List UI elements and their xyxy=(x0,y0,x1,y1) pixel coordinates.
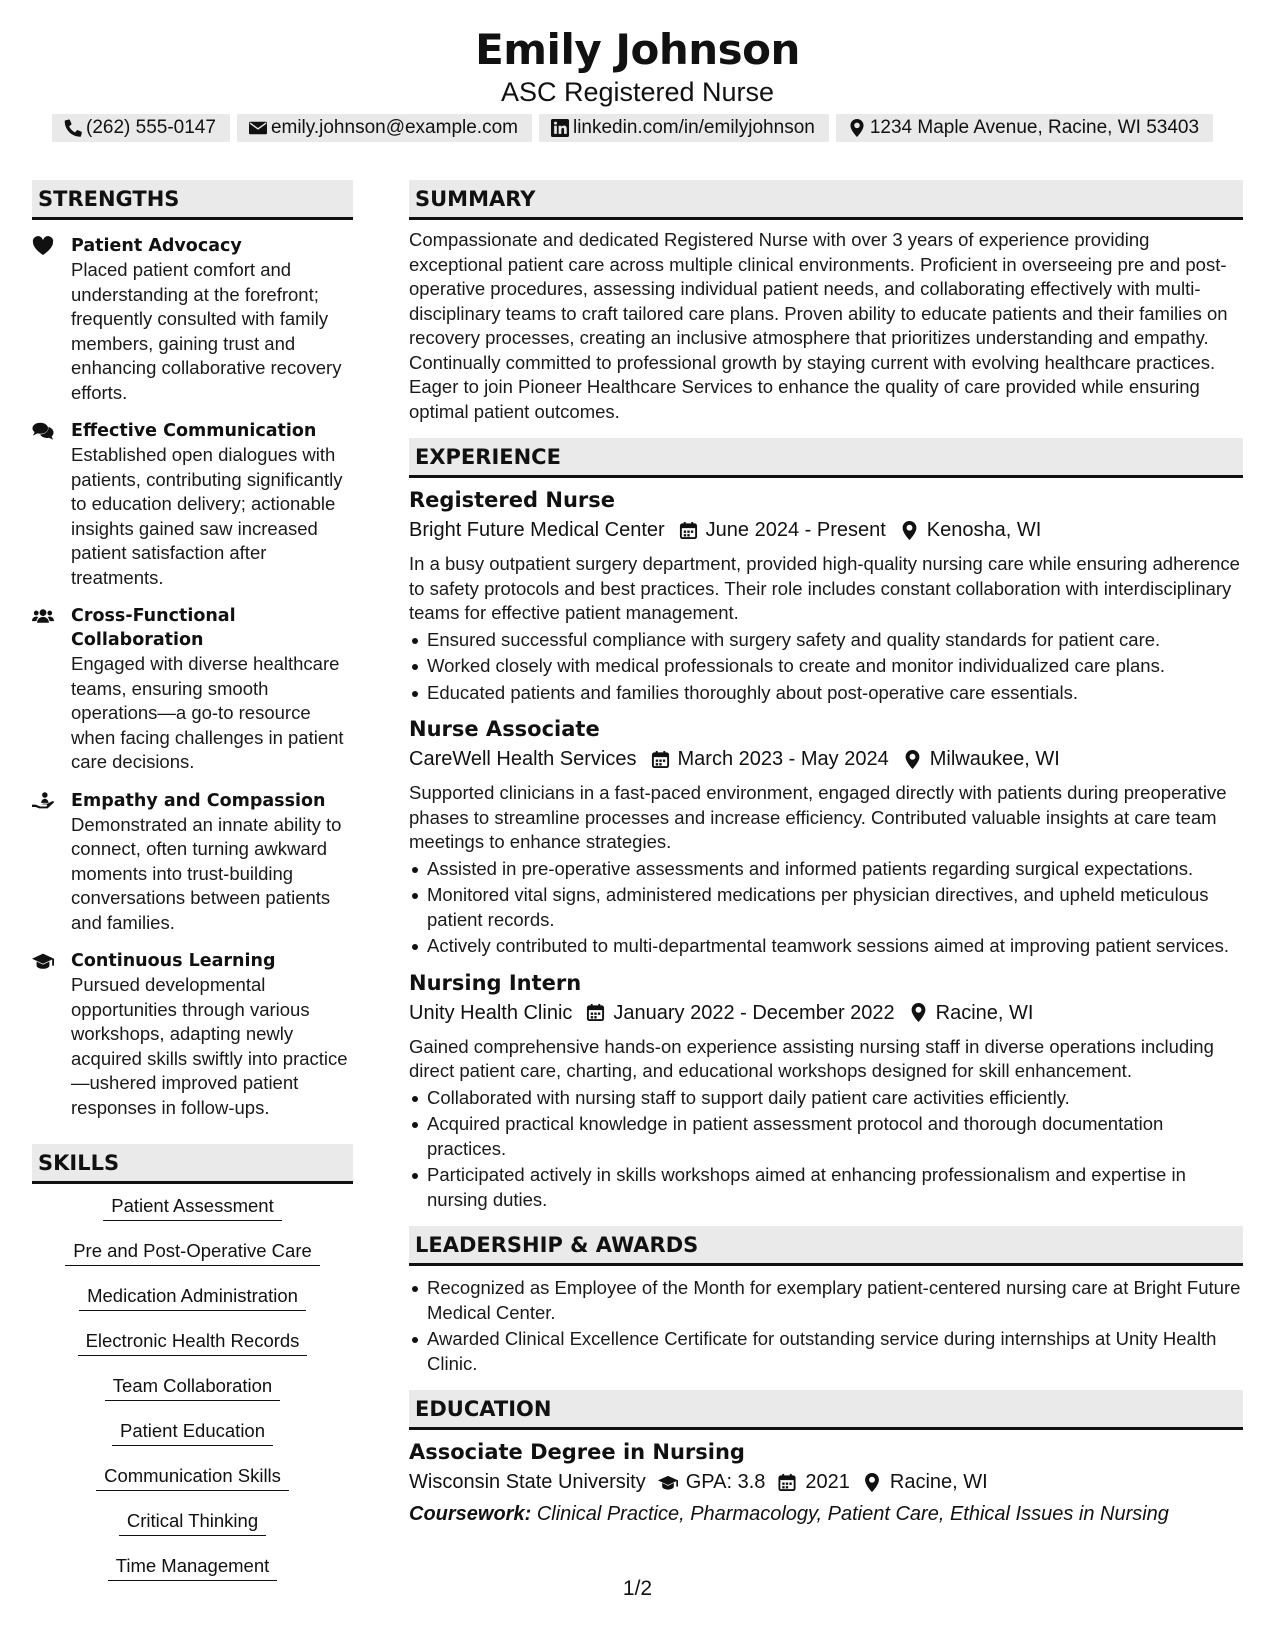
location-pin-icon xyxy=(848,119,866,137)
list-item: Collaborated with nursing staff to support daily patient care activities efficiently. xyxy=(409,1086,1243,1111)
left-column xyxy=(32,180,353,1599)
contact-linkedin[interactable] xyxy=(539,114,829,142)
strength-title: Effective Communication xyxy=(71,421,317,441)
education-gpa: GPA: 3.8 xyxy=(685,1471,766,1493)
leadership-bullets xyxy=(409,1276,1243,1376)
experience-heading: EXPERIENCE xyxy=(409,438,1243,478)
skills-list xyxy=(32,1194,353,1599)
users-icon xyxy=(32,606,54,626)
list-item: Monitored vital signs, administered medications per physician directives, and upheld meticulous patient records. xyxy=(409,883,1243,932)
contact-email-text: emily.johnson@example.com xyxy=(270,117,518,138)
job-dates: January 2022 - December 2022 xyxy=(613,1001,895,1024)
job-location: Racine, WI xyxy=(935,1001,1034,1024)
list-item: Worked closely with medical professionals to create and monitor individualized care plans. xyxy=(409,654,1243,679)
education-location: Racine, WI xyxy=(889,1471,988,1493)
graduation-cap-icon xyxy=(658,1473,678,1492)
education-coursework xyxy=(409,1500,1243,1528)
candidate-title: ASC Registered Nurse xyxy=(500,77,775,107)
skill-item: Team Collaboration xyxy=(105,1374,280,1401)
skill-item: Critical Thinking xyxy=(119,1509,266,1536)
right-column xyxy=(409,180,1243,1528)
strength-desc: Placed patient comfort and understanding at the forefront; frequently consulted with family members, gaining trust and enhancing collaborative recovery efforts. xyxy=(71,259,342,403)
chat-bubbles-icon xyxy=(32,421,54,441)
skill-item: Electronic Health Records xyxy=(78,1329,308,1356)
envelope-icon xyxy=(249,119,267,137)
coursework-list: Clinical Practice, Pharmacology, Patient Care, Ethical Issues in Nursing xyxy=(536,1503,1169,1525)
calendar-icon xyxy=(777,1473,797,1492)
education-meta xyxy=(409,1468,1243,1496)
job-company: Unity Health Clinic xyxy=(409,1001,573,1024)
skill-item: Pre and Post-Operative Care xyxy=(65,1239,320,1266)
job-role: Nurse Associate xyxy=(409,717,600,741)
strengths-heading: STRENGTHS xyxy=(32,180,353,220)
strength-item xyxy=(32,604,353,775)
list-item: Participated actively in skills workshops aimed at enhancing professionalism and expertise in nursing duties. xyxy=(409,1163,1243,1212)
strength-title: Patient Advocacy xyxy=(71,236,242,256)
education-school: Wisconsin State University xyxy=(409,1471,646,1493)
heart-icon xyxy=(32,236,54,256)
strength-desc: Demonstrated an innate ability to connect, often turning awkward moments into trust-building conversations between patients and families. xyxy=(71,813,342,933)
location-pin-icon xyxy=(900,521,919,540)
page-number: 1/2 xyxy=(622,1577,653,1600)
strength-title: Cross-Functional Collaboration xyxy=(71,606,236,650)
job-dates: June 2024 - Present xyxy=(705,519,886,541)
list-item: Acquired practical knowledge in patient assessment protocol and thorough documentation practices. xyxy=(409,1112,1243,1161)
education-heading: EDUCATION xyxy=(409,1390,1243,1430)
job-desc: In a busy outpatient surgery department, provided high-quality nursing care while ensuring adherence to safety protocols and best practices. Their role includes constant collaboration with interdisciplinary teams for effective patient management. xyxy=(409,553,1240,623)
contact-phone[interactable] xyxy=(52,114,230,142)
list-item: Actively contributed to multi-departmental teamwork sessions aimed at improving patient services. xyxy=(409,934,1243,959)
job-meta xyxy=(409,999,1243,1027)
calendar-icon xyxy=(586,1003,605,1022)
graduation-cap-icon xyxy=(32,951,54,971)
job-meta xyxy=(409,745,1243,773)
list-item: Educated patients and families thoroughly about post-operative care essentials. xyxy=(409,681,1243,706)
strength-desc: Established open dialogues with patients, contributing significantly to education delivery; actionable insights gained saw increased patient satisfaction after treatments. xyxy=(71,444,343,588)
leadership-heading: LEADERSHIP & AWARDS xyxy=(409,1226,1243,1266)
strength-title: Continuous Learning xyxy=(71,951,276,971)
location-pin-icon xyxy=(862,1473,882,1492)
job-role: Nursing Intern xyxy=(409,970,582,995)
job-company: Bright Future Medical Center xyxy=(409,519,665,541)
contact-address-text: 1234 Maple Avenue, Racine, WI 53403 xyxy=(869,117,1200,138)
location-pin-icon xyxy=(909,1003,928,1022)
list-item: Assisted in pre-operative assessments and informed patients regarding surgical expectations. xyxy=(409,857,1243,882)
contact-linkedin-text: linkedin.com/in/emilyjohnson xyxy=(572,117,815,138)
job-location: Milwaukee, WI xyxy=(929,748,1060,770)
job-entry xyxy=(409,715,1243,959)
job-bullets xyxy=(409,1086,1243,1213)
job-entry xyxy=(409,969,1243,1213)
education-year: 2021 xyxy=(805,1471,850,1493)
resume-header xyxy=(0,24,1275,108)
calendar-icon xyxy=(651,750,670,769)
contact-bar xyxy=(52,114,1213,142)
phone-icon xyxy=(64,119,82,137)
job-location: Kenosha, WI xyxy=(926,519,1042,541)
skill-item: Time Management xyxy=(108,1554,278,1581)
job-dates: March 2023 - May 2024 xyxy=(677,748,889,770)
strength-item xyxy=(32,234,353,405)
strength-item xyxy=(32,419,353,590)
coursework-label: Coursework: xyxy=(409,1503,532,1525)
job-company: CareWell Health Services xyxy=(409,748,637,770)
list-item: Recognized as Employee of the Month for exemplary patient-centered nursing care at Bright Future Medical Center. xyxy=(409,1276,1243,1325)
list-item: Awarded Clinical Excellence Certificate for outstanding service during internships at Unity Health Clinic. xyxy=(409,1327,1243,1376)
education-degree: Associate Degree in Nursing xyxy=(409,1440,745,1464)
skills-heading: SKILLS xyxy=(32,1144,353,1184)
job-role: Registered Nurse xyxy=(409,488,615,512)
skill-item: Medication Administration xyxy=(79,1284,306,1311)
contact-address[interactable] xyxy=(836,114,1213,142)
summary-heading: SUMMARY xyxy=(409,180,1243,220)
job-meta xyxy=(409,516,1243,544)
job-bullets xyxy=(409,628,1243,706)
skill-item: Patient Assessment xyxy=(103,1194,281,1221)
calendar-icon xyxy=(679,521,698,540)
education-entry xyxy=(409,1438,1243,1528)
skill-item: Communication Skills xyxy=(96,1464,289,1491)
job-bullets xyxy=(409,857,1243,959)
linkedin-icon xyxy=(551,119,569,137)
summary-text: Compassionate and dedicated Registered Nurse with over 3 years of experience providing exceptional patient care across multiple clinical environments. Proficient in overseeing pre and post-operative procedures, assessing individual patient needs, and collaborating effectively with multi-disciplinary teams to craft tailored care plans. Proven ability to educate patients and their families on recovery processes, creating an inclusive atmosphere that prioritizes understanding and empathy. Continually committed to professional growth by staying current with evolving healthcare practices. Eager to join Pioneer Healthcare Services to enhance the quality of care provided while ensuring optimal patient outcomes. xyxy=(409,229,1228,422)
contact-phone-text: (262) 555-0147 xyxy=(86,117,216,138)
strength-item xyxy=(32,949,353,1120)
strength-desc: Engaged with diverse healthcare teams, ensuring smooth operations—a go-to resource when facing challenges in patient care decisions. xyxy=(71,653,344,772)
list-item: Ensured successful compliance with surgery safety and quality standards for patient care. xyxy=(409,628,1243,653)
strength-title: Empathy and Compassion xyxy=(71,790,326,811)
contact-email[interactable] xyxy=(237,114,532,142)
location-pin-icon xyxy=(903,750,922,769)
strength-desc: Pursued developmental opportunities through various workshops, adapting newly acquired skills swiftly into practice—ushered improved patient responses in follow-ups. xyxy=(71,974,348,1118)
job-entry xyxy=(409,486,1243,705)
hand-holding-person-icon xyxy=(32,791,54,811)
skill-item: Patient Education xyxy=(112,1419,273,1446)
job-desc: Supported clinicians in a fast-paced environment, engaged directly with patients during preoperative phases to streamline processes and increase efficiency. Contributed valuable insights at care team meetings to enhance strategies. xyxy=(409,782,1227,852)
strength-item xyxy=(32,789,353,936)
candidate-name: Emily Johnson xyxy=(475,25,800,74)
job-desc: Gained comprehensive hands-on experience assisting nursing staff in diverse operations including direct patient care, charting, and educational workshops designed for skill enhancement. xyxy=(409,1035,1214,1081)
